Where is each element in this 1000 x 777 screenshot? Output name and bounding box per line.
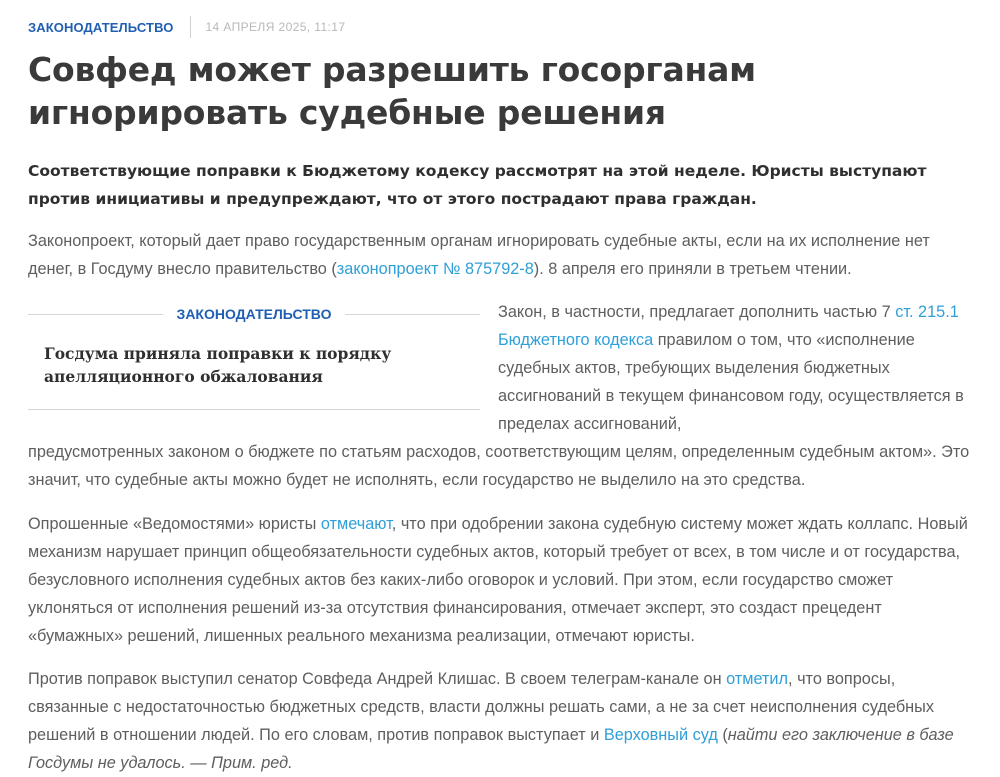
bill-link[interactable]: законопроект № 875792-8 — [336, 260, 534, 278]
paragraph-1 — [28, 227, 978, 283]
paragraph-1-text-after: ). 8 апреля его приняли в третьем чтении. — [533, 260, 852, 278]
divider-left — [28, 314, 163, 315]
publish-date: 14 АПРЕЛЯ 2025, 11:17 — [205, 20, 346, 34]
related-article-title[interactable]: Госдума приняла поправки к порядку апелляционного обжалования — [44, 344, 392, 386]
article-meta — [28, 15, 345, 39]
article-title: Совфед может разрешить госорганам игнорировать судебные решения — [28, 50, 756, 132]
paragraph-2-continuation: предусмотренных законом о бюджете по статьям расходов, соответствующим целям, определенным судебным актом». Это значит, что судебные акты можно будет не исполнять, если государство не выделило на это средства. — [28, 443, 970, 489]
meta-divider — [190, 16, 191, 38]
related-article-card[interactable] — [28, 302, 480, 410]
paragraph-3-text-before: Опрошенные «Ведомостями» юристы — [28, 515, 321, 533]
vedomosti-link[interactable]: отмечают — [320, 515, 392, 533]
article-lead: Соответствующие поправки к Бюджетому кодексу рассмотрят на этой неделе. Юристы выступают против инициативы и предупреждают, что от этого пострадают права граждан. — [28, 162, 927, 208]
paragraph-1-text-before: Законопроект, который дает право государственным органам игнорировать судебные акты, если на их исполнение нет денег, в Госдуму внесло правительство ( — [28, 232, 930, 278]
budget-code-link[interactable]: ст. 215.1 Бюджетного кодекса — [498, 303, 959, 349]
editor-note: найти его заключение в базе Госдумы не удалось. — Прим. ред. — [28, 726, 954, 772]
supreme-court-link[interactable]: Верховный суд — [603, 726, 718, 744]
category-link[interactable]: ЗАКОНОДАТЕЛЬСТВО — [28, 19, 174, 35]
related-header — [28, 302, 480, 326]
paragraph-3 — [28, 510, 978, 650]
paragraph-4-text-middle: , что вопросы, связанные с недостаточностью бюджетных средств, власти должны решать сами, а не за счет неисполнения судебных решений в отношении людей. По его словам, против поправок выступает и — [28, 670, 934, 744]
paragraph-2-text-after: правилом о том, что «исполнение судебных актов, требующих выделения бюджетных ассигнований в текущем финансовом году, осуществляется в пределах ассигнований, — [498, 331, 964, 433]
paragraph-2-text-before: Закон, в частности, предлагает дополнить частью 7 — [498, 303, 896, 321]
paragraph-2 — [498, 298, 968, 438]
paragraph-4-text-after: ( — [717, 726, 728, 744]
divider-right — [345, 314, 480, 315]
paragraph-4 — [28, 665, 978, 777]
paragraph-3-text-after: , что при одобрении закона судебную систему может ждать коллапс. Новый механизм нарушает принцип общеобязательности судебных актов, который требует от всех, в том числе и от государства, безусловного исполнения судебных актов без каких-либо оговорок и условий. При этом, если государство сможет уклоняться от исполнения решений из-за отсутствия финансирования, отмечает эксперт, это создаст прецедент «бумажных» решений, лишенных реального механизма реализации, отмечают юристы. — [28, 515, 968, 645]
related-category[interactable]: ЗАКОНОДАТЕЛЬСТВО — [176, 306, 332, 322]
paragraph-4-text-before: Против поправок выступил сенатор Совфеда Андрей Клишас. В своем телеграм-канале он — [28, 670, 727, 688]
telegram-link[interactable]: отметил — [726, 670, 789, 688]
